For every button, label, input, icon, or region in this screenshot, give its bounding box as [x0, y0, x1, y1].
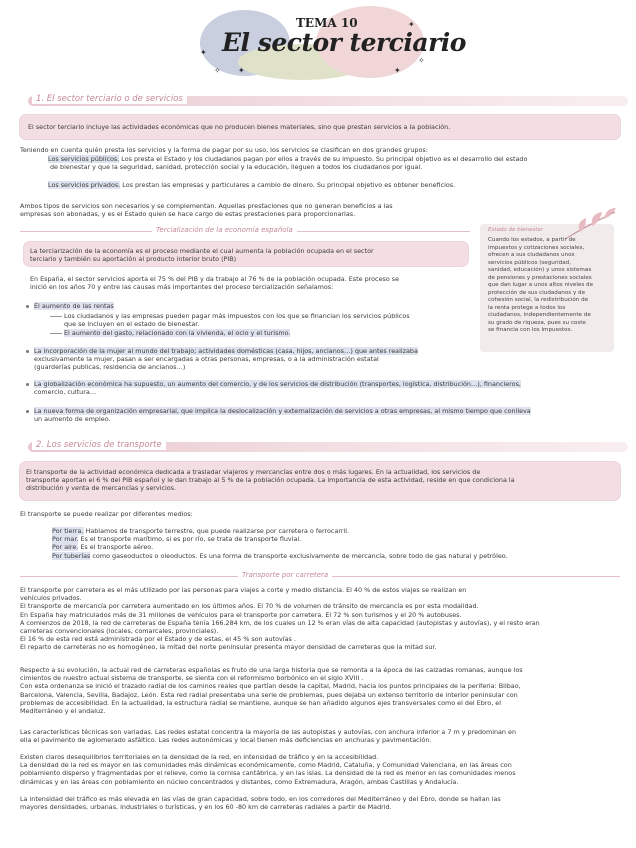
star-icon: ✦ [394, 66, 401, 75]
sidebar-line: cohesión social, la redistribución de [488, 297, 589, 303]
sidebar-line: ciudadanos, independientemente de [488, 312, 591, 318]
text: Es el transporte aéreo. [78, 543, 154, 551]
text-line: (guarderías publicas, residencia de ancianos…) [34, 363, 186, 371]
bullet [26, 350, 29, 353]
theme-label: TEMA 10 [296, 16, 358, 30]
text-line: de bienestar y que la seguridad, sanidad, protección social y la educación, lleguen a todos los ciudadanos por igual. [50, 163, 423, 171]
text-line: dinámicas y en las áreas con poblamiento en núcleo concentrados y distantes, como Extremadura, Aragón, ambas Castillas y Andalucía. [20, 777, 459, 786]
text-line: inició en los años 70 y entre las causas más importantes del proceso tercialización señalamos: [30, 283, 334, 291]
label: Por tierra. [52, 527, 84, 535]
text-line: La terciarización de la economía es el proceso mediante el cual aumenta la población ocupada en el sector [30, 247, 374, 255]
paragraph: El transporte se puede realizar por diferentes medios: [20, 510, 193, 518]
bullet [26, 383, 29, 386]
text-line: El transporte de la actividad económica dedicada a trasladar viajeros y mercancías entre dos o más lugares. En la actualidad, los servicios de [26, 468, 481, 476]
subsection-title: Transporte por carretera [238, 571, 332, 579]
page-title: El sector terciario [222, 28, 466, 57]
text-line: La densidad de la red es mayor en las comunidades más dinámicas económicamente, como Madrid, Cataluña, y Comunidad Valenciana, en las áreas con [20, 761, 512, 770]
sidebar-line: ofrecen a sus ciudadanos unos [488, 252, 575, 258]
label: Los servicios privados. [48, 181, 121, 189]
text-line: distribución y venta de mercancías y servicios. [26, 484, 177, 492]
paragraph [20, 753, 516, 786]
text-line: Ambos tipos de servicios son necesarios y se complementan. Aquellas prestaciones que no generan beneficios a las [20, 202, 393, 210]
paragraph [20, 728, 516, 744]
text-line: En España hay matriculados más de 31 millones de vehículos para el transporte por carretera. El 72 % son turismos y el 20 % autobuses. [20, 610, 462, 619]
text-line: Con esta ordenanza se inició el trazado radial de los caminos reales que partían desde la capital, Madrid, hacia los puntos principales de la periferia: Bilbao, [20, 682, 521, 691]
text-line: que se incluyen en el estado de bienestar. [64, 320, 200, 328]
text-line: cimientos de nuestro actual sistema de transporte, se sienta con el reformismo borbónico en el siglo XVIII . [20, 674, 364, 683]
text: como gaseoductos o oleoductos. Es una forma de transporte exclusivamente de mercancía, sobre todo de gas natural y petróleo. [90, 552, 508, 560]
label: La nueva forma de organización empresarial, que implica la deslocalización y externalización de servicios a otras empresas, al mismo tiempo que conlleva [34, 407, 531, 415]
list-item [52, 535, 301, 543]
text-line: Barcelona, Valencia, Sevilla, Badajoz, León. Esta red radial presentaba una serie de problemas, pues dejaba un extenso territorio de interior peninsular con [20, 690, 518, 699]
star-icon: ✦ [200, 48, 207, 57]
sidebar-line: protección de sus ciudadanos y de [488, 289, 586, 296]
label: El aumento del gasto, relacionado con la vivienda, el ocio y el turismo. [64, 329, 291, 337]
text-line: El transporte de mercancía por carretera aumentado en los últimos años. El 70 % de volumen de tránsito de mercancía es por esta modalidad. [20, 602, 479, 611]
list-item [64, 329, 290, 337]
star-icon: ✧ [214, 66, 221, 75]
text-line: Existen claros desequilibrios territoriales en la densidad de la red, en intensidad de tráfico y en la accesibilidad. [20, 753, 379, 761]
label: La incorporación de la mujer al mundo del trabajo; actividades domésticas (casa, hijos, ancianos…) que antes realizaba [34, 347, 418, 355]
text-line: empresas son abonadas, y es el Estado quien se hace cargo de estas prestaciones para proporcionarlas. [20, 210, 356, 218]
sidebar-line: su grado de riqueza, pues su coste [488, 319, 586, 326]
list-item [34, 380, 521, 388]
list-item [52, 552, 508, 560]
sidebar-line: Cuando los estados, a partir de [488, 237, 576, 243]
text-line: Respecto a su evolución, la actual red de carreteras españolas es fruto de una larga historia que se remonta a la época de las calzadas romanas, aunque los [20, 666, 523, 674]
list-item [34, 347, 418, 355]
text-line: vehículos privados. [20, 594, 82, 603]
text-line: A comienzos de 2018, la red de carreteras de España tenía 166.284 km, de los cuales un 12 % eran vías de alta capacidad (autopistas y autovías), y el resto eran [20, 618, 540, 627]
sidebar-line: sanidad, educación) y unos sistemas [488, 267, 592, 273]
sidebar-line: de pensiones y prestaciones sociales [488, 274, 592, 281]
text-line: un aumento de empleo. [34, 415, 111, 423]
text-line: Las características técnicas son variadas. Las redes estatal concentra la mayoría de las autopistas y autovías, con anchura inferior a 7 m y predominan en [20, 728, 516, 736]
text: Es el transporte marítimo, si es por río, se trata de transporte fluvial. [78, 535, 302, 543]
text: Hablamos de transporte terrestre, que puede realizarse por carretera o ferrocarril. [83, 527, 350, 535]
label: Por tuberías [52, 552, 91, 560]
text-line: El 16 % de esta red está administrada por el Estado y de estas, el 45 % son autovías . [20, 635, 296, 644]
paragraph: Teniendo en cuenta quién presta los servicios y la forma de pagar por su uso, los servicios se clasifican en dos grandes grupos: [20, 146, 428, 154]
label: La globalización económica ha supuesto, un aumento del comercio, y de los servicios de distribución (transportes, logística, distribución…), financieros, [34, 380, 521, 388]
text-line: Los ciudadanos y las empresas pueden pagar más impuestos con los que se financian los servicios públicos [64, 312, 410, 320]
paragraph [20, 666, 523, 715]
sidebar-text [488, 237, 593, 335]
label: El aumento de las rentas [34, 302, 114, 310]
star-icon: ✦ [408, 20, 415, 29]
text-line: carreteras convencionales (locales, comarcales, provinciales). [20, 627, 219, 636]
bullet [26, 305, 29, 308]
text: Los presta el Estado y los ciudadanos pagan por ellos a través de su impuesto. Su principal objetivo es el desarrollo del estado [119, 155, 528, 163]
text-line: La intensidad del tráfico es más elevada en las vías de gran capacidad, sobre todo, en los corredores del Mediterráneo y del Ebro, donde se hallan las [20, 795, 501, 803]
section-title: 2. Los servicios de transporte [32, 440, 166, 450]
sidebar-line: la renta protege a todos los [488, 304, 566, 311]
list-item [52, 527, 349, 535]
list-item [34, 407, 531, 415]
sidebar-line: servicios públicos (seguridad, [488, 259, 572, 266]
list-item [34, 302, 114, 310]
label: Por aire. [52, 543, 79, 551]
text-line: transporte aportan el 6 % del PIB español y le dan trabajo al 5 % de la población ocupada. La importancia de esta actividad, reside en que condiciona la [26, 476, 515, 484]
text: Los prestan las empresas y particulares a cambio de dinero. Su principal objetivo es obtener beneficios. [120, 181, 456, 189]
subsection-title: Tercialización de la economía española [152, 226, 297, 234]
list-item [48, 155, 527, 163]
paragraph [20, 586, 540, 652]
text-line: El reparto de carreteras no es homogéneo, la mitad del norte peninsular presenta mayor densidad de carreteras que la mitad sur. [20, 643, 437, 652]
text-line: poblamiento disperso y fragmentadas por el relieve, como la cornisa cantábrica, y en las islas. La densidad de la red es menor en las comunidades menos [20, 769, 516, 778]
list-item [52, 543, 153, 551]
sidebar-line: impuestos y cotizaciones sociales, [488, 244, 585, 251]
paragraph [20, 795, 501, 811]
bullet [26, 410, 29, 413]
text-line: mayores densidades, urbanas, industriales o turísticas, y en los 60 -80 km de carreteras radiales a partir de Madrid. [20, 803, 392, 812]
sidebar-line: se financia con los impuestos. [488, 327, 573, 333]
arrow-icon [50, 333, 62, 334]
section-title: 1. El sector terciario o de servicios [32, 94, 187, 104]
label: Los servicios públicos. [48, 155, 120, 163]
list-item [48, 181, 455, 189]
text-line: El transporte por carretera es el más utilizado por las personas para viajes a corte y medio distancia. El 40 % de estos viajes se realizan en [20, 586, 467, 594]
sidebar-title: Estado de bienestar [488, 227, 544, 233]
label: Por mar. [52, 535, 79, 543]
star-icon: ✧ [418, 56, 425, 65]
text-line: problemas de accesibilidad. En la actualidad, la estructura radial se mantiene, aunque se han añadido algunos ejes transversales como el del Ebro, el [20, 698, 501, 707]
text-line: Mediterráneo y el andaluz. [20, 707, 106, 716]
arrow-icon [50, 316, 62, 317]
text-line: ella el pavimento de aglomerado asfáltico. Las redes autonómicas y local tienen más deficiencias en anchuras y pavimentación. [20, 736, 432, 745]
text-line: exclusivamente la mujer, pasan a ser encargadas a otras personas, empresas, o a la administración estatal [34, 355, 379, 363]
text-line: terciario y también su aportación al producto interior bruto (PIB) [30, 255, 237, 263]
text-line: comercio, cultura… [34, 388, 97, 396]
definition-text: El sector terciario incluye las actividades económicas que no producen bienes materiales, sino que prestan servicios a la población. [28, 123, 451, 131]
star-icon: ✦ [238, 66, 245, 75]
text-line: En España, el sector servicios aporta el 75 % del PIB y da trabajo al 76 % de la población ocupada. Este proceso se [30, 275, 400, 283]
sidebar-line: que dan lugar a unos altos niveles de [488, 282, 594, 288]
